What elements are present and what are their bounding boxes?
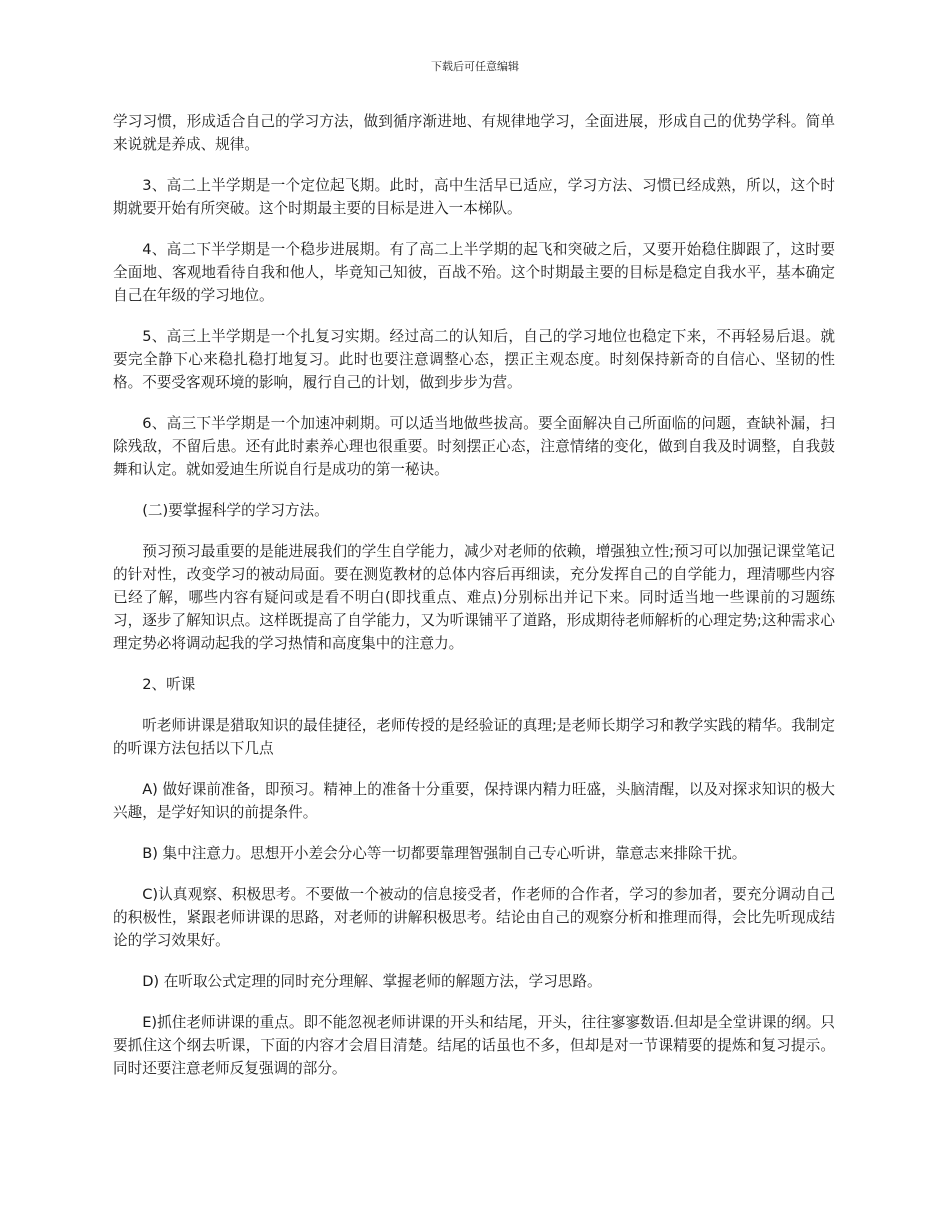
paragraph-preview: 预习预习最重要的是能进展我们的学生自学能力，减少对老师的依赖，增强独立性;预习可以加强记课堂笔记的针对性，改变学习的被动局面。要在测览教材的总体内容后再细读，充分发挥自己的自学能力，理清哪些内容已经了解，哪些内容有疑问或是看不明白(即找重点、难点)分别标出并记下来。同时适当地一些课前的习题练习，逐步了解知识点。这样既提高了自学能力，又为听课铺平了道路，形成期待老师解析的心理定势;这种需求心理定势必将调动起我的学习热情和高度集中的注意力。 <box>113 543 835 652</box>
paragraph-item-4: 4、高二下半学期是一个稳步进展期。有了高二上半学期的起飞和突破之后，又要开始稳住脚跟了，这时要全面地、客观地看待自我和他人，毕竟知己知彼，百战不殆。这个时期最主要的目标是稳定自我水平，基本确定自己在年级的学习地位。 <box>113 241 835 304</box>
list-item-e: E)抓住老师讲课的重点。即不能忽视老师讲课的开头和结尾，开头，往往寥寥数语.但却是全堂讲课的纲。只要抓住这个纲去听课，下面的内容才会眉目清楚。结尾的话虽也不多，但却是对一节课精要的提炼和复习提示。同时还要注意老师反复强调的部分。 <box>113 1014 835 1077</box>
list-item-b: B) 集中注意力。思想开小差会分心等一切都要靠理智强制自己专心听讲，靠意志来排除干扰。 <box>142 845 747 862</box>
paragraph-continuation: 学习习惯，形成适合自己的学习方法，做到循序渐进地、有规律地学习，全面进展，形成自己的优势学科。简单来说就是养成、规律。 <box>113 113 835 153</box>
subheading-listening: 2、听课 <box>142 676 196 693</box>
paragraph-listening-intro: 听老师讲课是猎取知识的最佳捷径，老师传授的是经验证的真理;是老师长期学习和教学实践的精华。我制定的听课方法包括以下几点 <box>113 717 835 757</box>
list-item-c: C)认真观察、积极思考。不要做一个被动的信息接受者，作老师的合作者，学习的参加者，要充分调动自己的积极性，紧跟老师讲课的思路，对老师的讲解积极思考。结论由自己的观察分析和推理而得，会比先听现成结论的学习效果好。 <box>113 886 835 949</box>
page-header: 下载后可任意编辑 <box>431 60 519 73</box>
paragraph-item-5: 5、高三上半学期是一个扎复习实期。经过高二的认知后，自己的学习地位也稳定下来，不再轻易后退。就要完全静下心来稳扎稳打地复习。此时也要注意调整心态，摆正主观态度。时刻保持新奇的自信心、坚韧的性格。不要受客观环境的影响，履行自己的计划，做到步步为营。 <box>113 328 835 391</box>
list-item-d: D) 在听取公式定理的同时充分理解、掌握老师的解题方法，学习思路。 <box>142 973 602 990</box>
paragraph-item-6: 6、高三下半学期是一个加速冲刺期。可以适当地做些拔高。要全面解决自己所面临的问题，查缺补漏，扫除残敌，不留后患。还有此时素养心理也很重要。时刻摆正心态，注意情绪的变化，做到自我及时调整，自我鼓舞和认定。就如爱迪生所说自行是成功的第一秘诀。 <box>113 415 835 478</box>
section-heading-2: (二)要掌握科学的学习方法。 <box>142 502 329 519</box>
document-body <box>113 110 835 1098</box>
paragraph-item-3: 3、高二上半学期是一个定位起飞期。此时，高中生活早已适应，学习方法、习惯已经成熟，所以，这个时期就要开始有所突破。这个时期最主要的目标是进入一本梯队。 <box>113 177 835 217</box>
list-item-a: A) 做好课前准备，即预习。精神上的准备十分重要，保持课内精力旺盛，头脑清醒，以及对探求知识的极大兴趣，是学好知识的前提条件。 <box>113 781 835 821</box>
